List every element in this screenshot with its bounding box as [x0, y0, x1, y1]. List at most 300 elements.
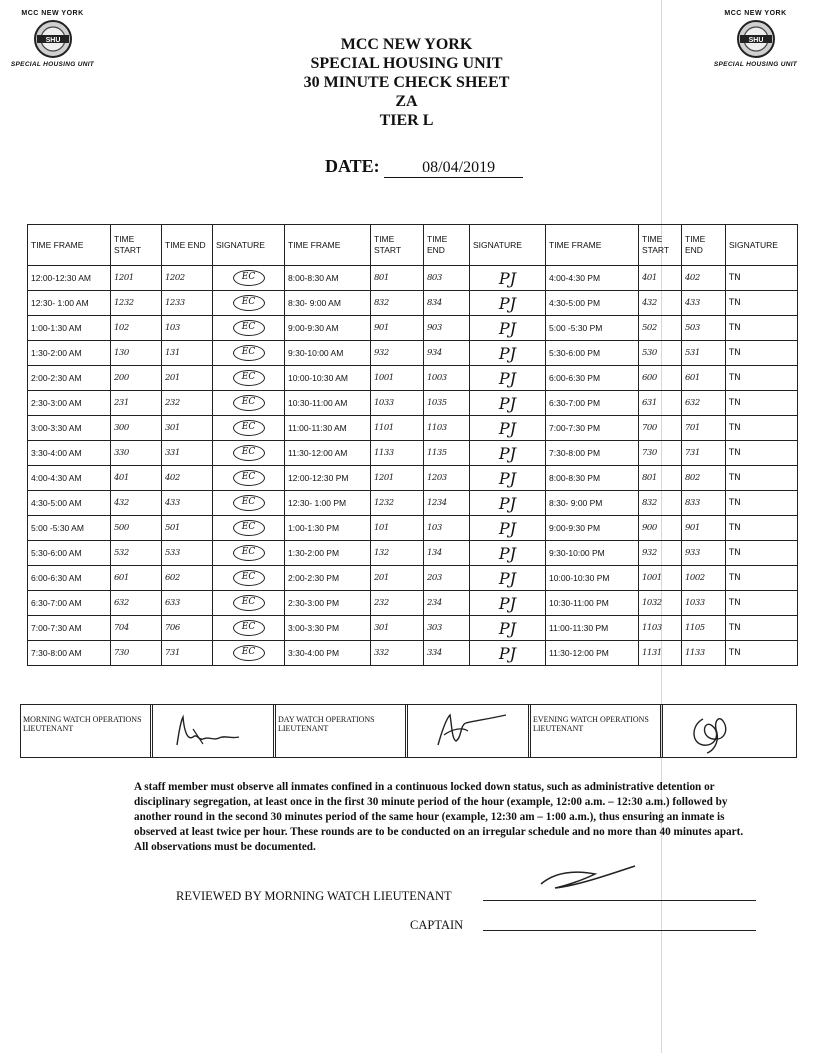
day-watch-label: DAY WATCH OPERATIONS LIEUTENANT	[278, 715, 375, 733]
signature-initials: PJ	[498, 543, 517, 563]
time-end-cell: 1202	[162, 266, 213, 291]
time-frame-cell: 7:00-7:30 PM	[546, 416, 639, 441]
time-end-cell: 232	[162, 391, 213, 416]
signature-initials: TN	[729, 623, 741, 633]
time-start-cell: 301	[371, 616, 424, 641]
time-start-cell: 932	[371, 341, 424, 366]
time-end-cell: 503	[682, 316, 726, 341]
time-frame-cell: 6:30-7:00 PM	[546, 391, 639, 416]
time-start-cell: 332	[371, 641, 424, 666]
signature-cell	[213, 391, 285, 416]
document-header	[0, 35, 813, 130]
time-frame-cell: 10:30-11:00 AM	[285, 391, 371, 416]
signature-initials: PJ	[498, 293, 517, 313]
time-frame-cell: 1:00-1:30 PM	[285, 516, 371, 541]
policy-notice: A staff member must observe all inmates confined in a continuous locked down status, such as administrative detention or disciplinary segregation, at least once in the first 30 minute period of the hour (example, 12:00 a.m. – 12:30 a.m.) followed by another round in the second 30 minutes period of the same hour (example, 12:30 am – 1:00 a.m.), thus ensuring an inmate is observed at least twice per hour. These rounds are to be conducted on an irregular schedule and no more than 40 minutes apart. All observations must be documented.	[134, 781, 744, 853]
signature-initials: TN	[729, 473, 741, 483]
signature-initials: EC	[233, 370, 265, 386]
time-start-cell: 1001	[639, 566, 682, 591]
time-start-cell: 1133	[371, 441, 424, 466]
time-start-cell: 201	[371, 566, 424, 591]
time-end-cell: 731	[682, 441, 726, 466]
signature-cell	[726, 266, 798, 291]
signature-cell	[213, 616, 285, 641]
signature-cell	[213, 466, 285, 491]
time-frame-cell: 11:00-11:30 PM	[546, 616, 639, 641]
signature-cell	[726, 491, 798, 516]
time-frame-cell: 5:00 -5:30 PM	[546, 316, 639, 341]
time-start-cell: 601	[111, 566, 162, 591]
signature-initials: EC	[233, 320, 265, 336]
signature-initials: TN	[729, 373, 741, 383]
signature-cell	[726, 341, 798, 366]
signature-cell	[470, 416, 546, 441]
column-header: TIME START	[371, 225, 424, 266]
time-start-cell: 132	[371, 541, 424, 566]
time-start-cell: 631	[639, 391, 682, 416]
signature-initials: EC	[233, 495, 265, 511]
time-frame-cell: 3:30-4:00 AM	[28, 441, 111, 466]
table-row	[28, 266, 798, 291]
time-start-cell: 600	[639, 366, 682, 391]
time-end-cell: 234	[424, 591, 470, 616]
time-end-cell: 1003	[424, 366, 470, 391]
time-start-cell: 232	[371, 591, 424, 616]
time-end-cell: 501	[162, 516, 213, 541]
time-end-cell: 402	[682, 266, 726, 291]
signature-cell	[213, 491, 285, 516]
column-header: SIGNATURE	[213, 225, 285, 266]
table-row	[28, 441, 798, 466]
time-start-cell: 832	[639, 491, 682, 516]
time-start-cell: 200	[111, 366, 162, 391]
time-start-cell: 432	[111, 491, 162, 516]
signature-cell	[470, 616, 546, 641]
time-end-cell: 301	[162, 416, 213, 441]
time-end-cell: 203	[424, 566, 470, 591]
signature-initials: PJ	[498, 618, 517, 638]
logo-bottom-text: SPECIAL HOUSING UNIT	[713, 61, 798, 68]
time-start-cell: 1033	[371, 391, 424, 416]
signature-initials: PJ	[498, 393, 517, 413]
signature-initials: PJ	[498, 318, 517, 338]
time-start-cell: 300	[111, 416, 162, 441]
time-end-cell: 1233	[162, 291, 213, 316]
time-frame-cell: 6:30-7:00 AM	[28, 591, 111, 616]
header-unit: SPECIAL HOUSING UNIT	[310, 55, 503, 72]
signature-cell	[213, 341, 285, 366]
signature-initials: PJ	[498, 568, 517, 588]
signature-cell	[726, 441, 798, 466]
time-start-cell: 1232	[111, 291, 162, 316]
time-end-cell: 731	[162, 641, 213, 666]
time-frame-cell: 8:00-8:30 AM	[285, 266, 371, 291]
signature-cell	[470, 291, 546, 316]
time-frame-cell: 1:30-2:00 AM	[28, 341, 111, 366]
time-frame-cell: 8:30- 9:00 AM	[285, 291, 371, 316]
time-frame-cell: 4:30-5:00 AM	[28, 491, 111, 516]
time-frame-cell: 9:00-9:30 PM	[546, 516, 639, 541]
signature-initials: EC	[233, 295, 265, 311]
table-row	[28, 641, 798, 666]
signature-cell	[213, 316, 285, 341]
time-end-cell: 103	[162, 316, 213, 341]
signature-cell	[470, 491, 546, 516]
signature-cell	[213, 566, 285, 591]
time-frame-cell: 9:30-10:00 PM	[546, 541, 639, 566]
time-frame-cell: 3:30-4:00 PM	[285, 641, 371, 666]
signature-cell	[726, 466, 798, 491]
time-frame-cell: 12:30- 1:00 PM	[285, 491, 371, 516]
time-end-cell: 1002	[682, 566, 726, 591]
signature-cell	[470, 391, 546, 416]
time-end-cell: 1135	[424, 441, 470, 466]
time-end-cell: 633	[162, 591, 213, 616]
time-end-cell: 303	[424, 616, 470, 641]
signature-cell	[470, 316, 546, 341]
time-frame-cell: 6:00-6:30 PM	[546, 366, 639, 391]
time-frame-cell: 2:30-3:00 AM	[28, 391, 111, 416]
table-row	[28, 416, 798, 441]
time-frame-cell: 3:00-3:30 AM	[28, 416, 111, 441]
time-start-cell: 102	[111, 316, 162, 341]
signature-initials: TN	[729, 398, 741, 408]
signature-cell	[726, 516, 798, 541]
time-start-cell: 832	[371, 291, 424, 316]
time-end-cell: 131	[162, 341, 213, 366]
signature-initials: PJ	[498, 593, 517, 613]
signature-initials: EC	[233, 470, 265, 486]
signature-initials: EC	[233, 620, 265, 636]
column-header: TIME FRAME	[285, 225, 371, 266]
logo-top-text: MCC NEW YORK	[21, 10, 84, 17]
signature-initials: PJ	[498, 493, 517, 513]
time-end-cell: 331	[162, 441, 213, 466]
signature-initials: TN	[729, 448, 741, 458]
time-start-cell: 530	[639, 341, 682, 366]
signature-cell	[726, 616, 798, 641]
signature-cell	[470, 566, 546, 591]
signature-initials: TN	[729, 323, 741, 333]
day-watch-signature	[405, 705, 531, 757]
time-end-cell: 531	[682, 341, 726, 366]
time-end-cell: 903	[424, 316, 470, 341]
time-end-cell: 334	[424, 641, 470, 666]
time-end-cell: 433	[682, 291, 726, 316]
signature-cell	[470, 366, 546, 391]
check-table	[27, 224, 798, 666]
signature-initials: PJ	[498, 443, 517, 463]
time-frame-cell: 12:00-12:30 AM	[28, 266, 111, 291]
time-frame-cell: 11:30-12:00 AM	[285, 441, 371, 466]
time-frame-cell: 5:30-6:00 PM	[546, 341, 639, 366]
time-end-cell: 533	[162, 541, 213, 566]
time-end-cell: 433	[162, 491, 213, 516]
time-frame-cell: 9:00-9:30 AM	[285, 316, 371, 341]
time-frame-cell: 1:00-1:30 AM	[28, 316, 111, 341]
time-start-cell: 401	[111, 466, 162, 491]
column-header: TIME FRAME	[546, 225, 639, 266]
signature-initials: PJ	[498, 268, 517, 288]
morning-watch-label: MORNING WATCH OPERATIONS LIEUTENANT	[23, 715, 142, 733]
time-start-cell: 130	[111, 341, 162, 366]
time-end-cell: 632	[682, 391, 726, 416]
signature-cell	[470, 266, 546, 291]
time-start-cell: 900	[639, 516, 682, 541]
time-start-cell: 1103	[639, 616, 682, 641]
time-end-cell: 1234	[424, 491, 470, 516]
signature-initials: EC	[233, 420, 265, 436]
logo-top-text: MCC NEW YORK	[724, 10, 787, 17]
date-value: 08/04/2019	[384, 159, 523, 178]
time-frame-cell: 10:00-10:30 AM	[285, 366, 371, 391]
time-start-cell: 1201	[371, 466, 424, 491]
signature-initials: EC	[233, 570, 265, 586]
signature-cell	[213, 266, 285, 291]
signature-cell	[470, 541, 546, 566]
header-sheet-title: 30 MINUTE CHECK SHEET	[303, 74, 510, 91]
signature-cell	[726, 641, 798, 666]
time-start-cell: 1201	[111, 266, 162, 291]
time-end-cell: 833	[682, 491, 726, 516]
time-frame-cell: 6:00-6:30 AM	[28, 566, 111, 591]
time-start-cell: 632	[111, 591, 162, 616]
signature-cell	[726, 541, 798, 566]
signature-cell	[213, 366, 285, 391]
header-facility: MCC NEW YORK	[340, 36, 473, 53]
signature-cell	[470, 641, 546, 666]
signature-cell	[213, 441, 285, 466]
time-frame-cell: 8:00-8:30 PM	[546, 466, 639, 491]
signature-scribble-icon	[418, 711, 518, 751]
signature-initials: PJ	[498, 518, 517, 538]
time-end-cell: 1035	[424, 391, 470, 416]
table-row	[28, 466, 798, 491]
signature-cell	[726, 316, 798, 341]
time-start-cell: 432	[639, 291, 682, 316]
time-start-cell: 801	[371, 266, 424, 291]
column-header: TIME FRAME	[28, 225, 111, 266]
time-end-cell: 933	[682, 541, 726, 566]
signature-initials: EC	[233, 345, 265, 361]
table-row	[28, 591, 798, 616]
reviewer-signature-scribble-icon	[535, 862, 645, 892]
signature-initials: EC	[233, 520, 265, 536]
time-frame-cell: 12:00-12:30 PM	[285, 466, 371, 491]
captain-signature-line	[483, 930, 756, 931]
time-frame-cell: 2:00-2:30 AM	[28, 366, 111, 391]
time-end-cell: 802	[682, 466, 726, 491]
signature-scribble-icon	[163, 711, 263, 751]
time-end-cell: 901	[682, 516, 726, 541]
time-end-cell: 1133	[682, 641, 726, 666]
signature-initials: EC	[233, 645, 265, 661]
signature-cell	[213, 416, 285, 441]
table-row	[28, 616, 798, 641]
time-start-cell: 730	[111, 641, 162, 666]
signature-cell	[213, 641, 285, 666]
logo-center-text: SHU	[45, 37, 60, 44]
signature-cell	[470, 466, 546, 491]
table-row	[28, 566, 798, 591]
time-frame-cell: 5:00 -5:30 AM	[28, 516, 111, 541]
signature-initials: TN	[729, 273, 741, 283]
signature-cell	[213, 291, 285, 316]
time-start-cell: 1101	[371, 416, 424, 441]
time-frame-cell: 4:30-5:00 PM	[546, 291, 639, 316]
reviewed-by-label: REVIEWED BY MORNING WATCH LIEUTENANT	[176, 889, 452, 903]
time-frame-cell: 4:00-4:30 AM	[28, 466, 111, 491]
time-end-cell: 701	[682, 416, 726, 441]
column-header: TIME END	[424, 225, 470, 266]
signature-cell	[726, 291, 798, 316]
signature-initials: PJ	[498, 468, 517, 488]
time-end-cell: 602	[162, 566, 213, 591]
morning-watch-signature	[150, 705, 276, 757]
signature-initials: TN	[729, 648, 741, 658]
column-header: TIME END	[162, 225, 213, 266]
signature-initials: TN	[729, 523, 741, 533]
signature-cell	[213, 591, 285, 616]
date-label: DATE:	[325, 156, 380, 176]
time-frame-cell: 11:30-12:00 PM	[546, 641, 639, 666]
time-start-cell: 231	[111, 391, 162, 416]
signature-cell	[213, 516, 285, 541]
signature-initials: TN	[729, 598, 741, 608]
time-frame-cell: 11:00-11:30 AM	[285, 416, 371, 441]
time-frame-cell: 9:30-10:00 AM	[285, 341, 371, 366]
signature-initials: PJ	[498, 343, 517, 363]
signature-initials: EC	[233, 270, 265, 286]
table-row	[28, 316, 798, 341]
time-start-cell: 502	[639, 316, 682, 341]
time-start-cell: 1001	[371, 366, 424, 391]
time-end-cell: 1105	[682, 616, 726, 641]
time-end-cell: 803	[424, 266, 470, 291]
time-frame-cell: 5:30-6:00 AM	[28, 541, 111, 566]
header-tier: TIER L	[379, 112, 434, 129]
column-header: TIME END	[682, 225, 726, 266]
captain-label: CAPTAIN	[410, 918, 464, 932]
table-header-row	[28, 225, 798, 266]
time-end-cell: 934	[424, 341, 470, 366]
time-end-cell: 1103	[424, 416, 470, 441]
logo-bottom-text: SPECIAL HOUSING UNIT	[10, 61, 95, 68]
signature-initials: TN	[729, 498, 741, 508]
time-end-cell: 601	[682, 366, 726, 391]
time-start-cell: 700	[639, 416, 682, 441]
time-end-cell: 1033	[682, 591, 726, 616]
watch-signature-row	[20, 704, 797, 758]
time-start-cell: 330	[111, 441, 162, 466]
signature-initials: PJ	[498, 643, 517, 663]
date-line	[325, 156, 523, 178]
reviewed-signature-line	[483, 900, 756, 901]
logo-center-text: SHU	[748, 37, 763, 44]
time-frame-cell: 12:30- 1:00 AM	[28, 291, 111, 316]
time-end-cell: 201	[162, 366, 213, 391]
column-header: SIGNATURE	[726, 225, 798, 266]
signature-cell	[470, 516, 546, 541]
time-start-cell: 1131	[639, 641, 682, 666]
signature-initials: EC	[233, 545, 265, 561]
column-header: TIME START	[111, 225, 162, 266]
check-table-body	[28, 266, 798, 666]
table-row	[28, 516, 798, 541]
table-row	[28, 541, 798, 566]
time-frame-cell: 2:30-3:00 PM	[285, 591, 371, 616]
signature-cell	[470, 441, 546, 466]
time-end-cell: 134	[424, 541, 470, 566]
time-frame-cell: 10:00-10:30 PM	[546, 566, 639, 591]
time-frame-cell: 8:30- 9:00 PM	[546, 491, 639, 516]
header-section: ZA	[395, 93, 418, 110]
time-frame-cell: 7:30-8:00 PM	[546, 441, 639, 466]
evening-watch-signature	[660, 705, 783, 757]
time-start-cell: 532	[111, 541, 162, 566]
time-start-cell: 1032	[639, 591, 682, 616]
time-end-cell: 103	[424, 516, 470, 541]
signature-cell	[726, 416, 798, 441]
signature-cell	[726, 391, 798, 416]
table-row	[28, 291, 798, 316]
time-frame-cell: 7:30-8:00 AM	[28, 641, 111, 666]
signature-scribble-icon	[673, 711, 773, 755]
time-start-cell: 932	[639, 541, 682, 566]
signature-initials: PJ	[498, 368, 517, 388]
time-frame-cell: 2:00-2:30 PM	[285, 566, 371, 591]
signature-initials: TN	[729, 348, 741, 358]
evening-watch-label: EVENING WATCH OPERATIONS LIEUTENANT	[533, 715, 649, 733]
time-start-cell: 500	[111, 516, 162, 541]
signature-cell	[726, 566, 798, 591]
time-frame-cell: 4:00-4:30 PM	[546, 266, 639, 291]
signature-initials: EC	[233, 445, 265, 461]
time-start-cell: 730	[639, 441, 682, 466]
signature-initials: EC	[233, 595, 265, 611]
table-row	[28, 391, 798, 416]
time-end-cell: 706	[162, 616, 213, 641]
table-row	[28, 341, 798, 366]
time-frame-cell: 1:30-2:00 PM	[285, 541, 371, 566]
time-start-cell: 901	[371, 316, 424, 341]
signature-cell	[470, 341, 546, 366]
signature-initials: EC	[233, 395, 265, 411]
time-end-cell: 402	[162, 466, 213, 491]
time-start-cell: 704	[111, 616, 162, 641]
signature-cell	[726, 591, 798, 616]
time-frame-cell: 7:00-7:30 AM	[28, 616, 111, 641]
signature-initials: PJ	[498, 418, 517, 438]
signature-cell	[470, 591, 546, 616]
time-start-cell: 101	[371, 516, 424, 541]
time-end-cell: 1203	[424, 466, 470, 491]
time-start-cell: 801	[639, 466, 682, 491]
time-end-cell: 834	[424, 291, 470, 316]
column-header: SIGNATURE	[470, 225, 546, 266]
signature-cell	[213, 541, 285, 566]
signature-initials: TN	[729, 423, 741, 433]
signature-initials: TN	[729, 573, 741, 583]
time-start-cell: 401	[639, 266, 682, 291]
column-header: TIME START	[639, 225, 682, 266]
time-frame-cell: 3:00-3:30 PM	[285, 616, 371, 641]
signature-cell	[726, 366, 798, 391]
signature-initials: TN	[729, 298, 741, 308]
time-start-cell: 1232	[371, 491, 424, 516]
table-row	[28, 366, 798, 391]
time-frame-cell: 10:30-11:00 PM	[546, 591, 639, 616]
